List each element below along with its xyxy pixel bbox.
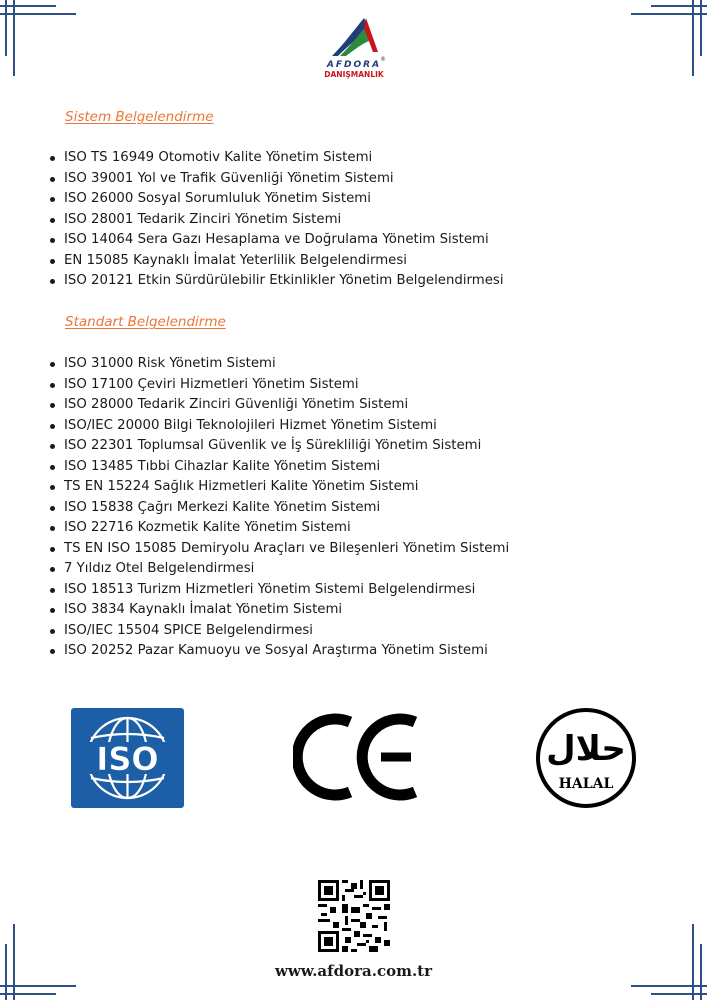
section-title-standart: Standart Belgelendirme xyxy=(65,314,226,330)
frame-corner-bottom-left xyxy=(0,920,80,1000)
list-item: EN 15085 Kaynaklı İmalat Yeterlilik Belgelendirmesi xyxy=(46,251,504,272)
standart-cert-list xyxy=(46,354,509,662)
sistem-cert-list xyxy=(46,148,504,292)
ce-mark-text: CE xyxy=(293,712,295,713)
list-item: ISO 28000 Tedarik Zinciri Güvenliği Yönetim Sistemi xyxy=(46,395,509,416)
section-title-sistem: Sistem Belgelendirme xyxy=(65,109,214,125)
list-item: ISO 22301 Toplumsal Güvenlik ve İş Sürekliliği Yönetim Sistemi xyxy=(46,436,509,457)
afdora-logo xyxy=(318,14,398,80)
list-item: ISO 13485 Tıbbi Cihazlar Kalite Yönetim Sistemi xyxy=(46,457,509,478)
list-item: ISO 31000 Risk Yönetim Sistemi xyxy=(46,354,509,375)
list-item: ISO 18513 Turizm Hizmetleri Yönetim Sistemi Belgelendirmesi xyxy=(46,580,509,601)
list-item: ISO 22716 Kozmetik Kalite Yönetim Sistemi xyxy=(46,518,509,539)
list-item: ISO 15838 Çağrı Merkezi Kalite Yönetim Sistemi xyxy=(46,498,509,519)
halal-seal-icon xyxy=(534,706,638,814)
frame-corner-bottom-right xyxy=(627,920,707,1000)
list-item: ISO 17100 Çeviri Hizmetleri Yönetim Sistemi xyxy=(46,375,509,396)
list-item: ISO/IEC 20000 Bilgi Teknolojileri Hizmet Yönetim Sistemi xyxy=(46,416,509,437)
registered-mark: ® xyxy=(380,56,386,63)
list-item: ISO/IEC 15504 SPICE Belgelendirmesi xyxy=(46,621,509,642)
list-item: 7 Yıldız Otel Belgelendirmesi xyxy=(46,559,509,580)
iso-logo-text: ISO xyxy=(96,740,159,778)
list-item: ISO 14064 Sera Gazı Hesaplama ve Doğrulama Yönetim Sistemi xyxy=(46,230,504,251)
brand-name: AFDORA xyxy=(326,60,382,70)
qr-code-icon xyxy=(318,880,390,956)
list-item: ISO 3834 Kaynaklı İmalat Yönetim Sistemi xyxy=(46,600,509,621)
list-item: ISO 39001 Yol ve Trafik Güvenliği Yönetim Sistemi xyxy=(46,169,504,190)
ce-mark-icon xyxy=(293,712,423,806)
list-item: ISO 20121 Etkin Sürdürülebilir Etkinlikler Yönetim Belgelendirmesi xyxy=(46,271,504,292)
website-url[interactable]: www.afdora.com.tr xyxy=(274,962,433,980)
list-item: ISO TS 16949 Otomotiv Kalite Yönetim Sistemi xyxy=(46,148,504,169)
list-item: TS EN 15224 Sağlık Hizmetleri Kalite Yönetim Sistemi xyxy=(46,477,509,498)
frame-corner-top-left xyxy=(0,0,80,80)
list-item: ISO 20252 Pazar Kamuoyu ve Sosyal Araştırma Yönetim Sistemi xyxy=(46,641,509,662)
halal-text: HALAL xyxy=(558,776,614,792)
logo-swoosh-icon xyxy=(318,14,390,60)
frame-corner-top-right xyxy=(627,0,707,80)
list-item: TS EN ISO 15085 Demiryolu Araçları ve Bileşenleri Yönetim Sistemi xyxy=(46,539,509,560)
iso-logo-icon xyxy=(71,708,184,812)
halal-arabic-text: حلال xyxy=(546,729,626,769)
list-item: ISO 26000 Sosyal Sorumluluk Yönetim Sistemi xyxy=(46,189,504,210)
brand-subtitle: DANIŞMANLIK xyxy=(324,70,384,79)
list-item: ISO 28001 Tedarik Zinciri Yönetim Sistemi xyxy=(46,210,504,231)
